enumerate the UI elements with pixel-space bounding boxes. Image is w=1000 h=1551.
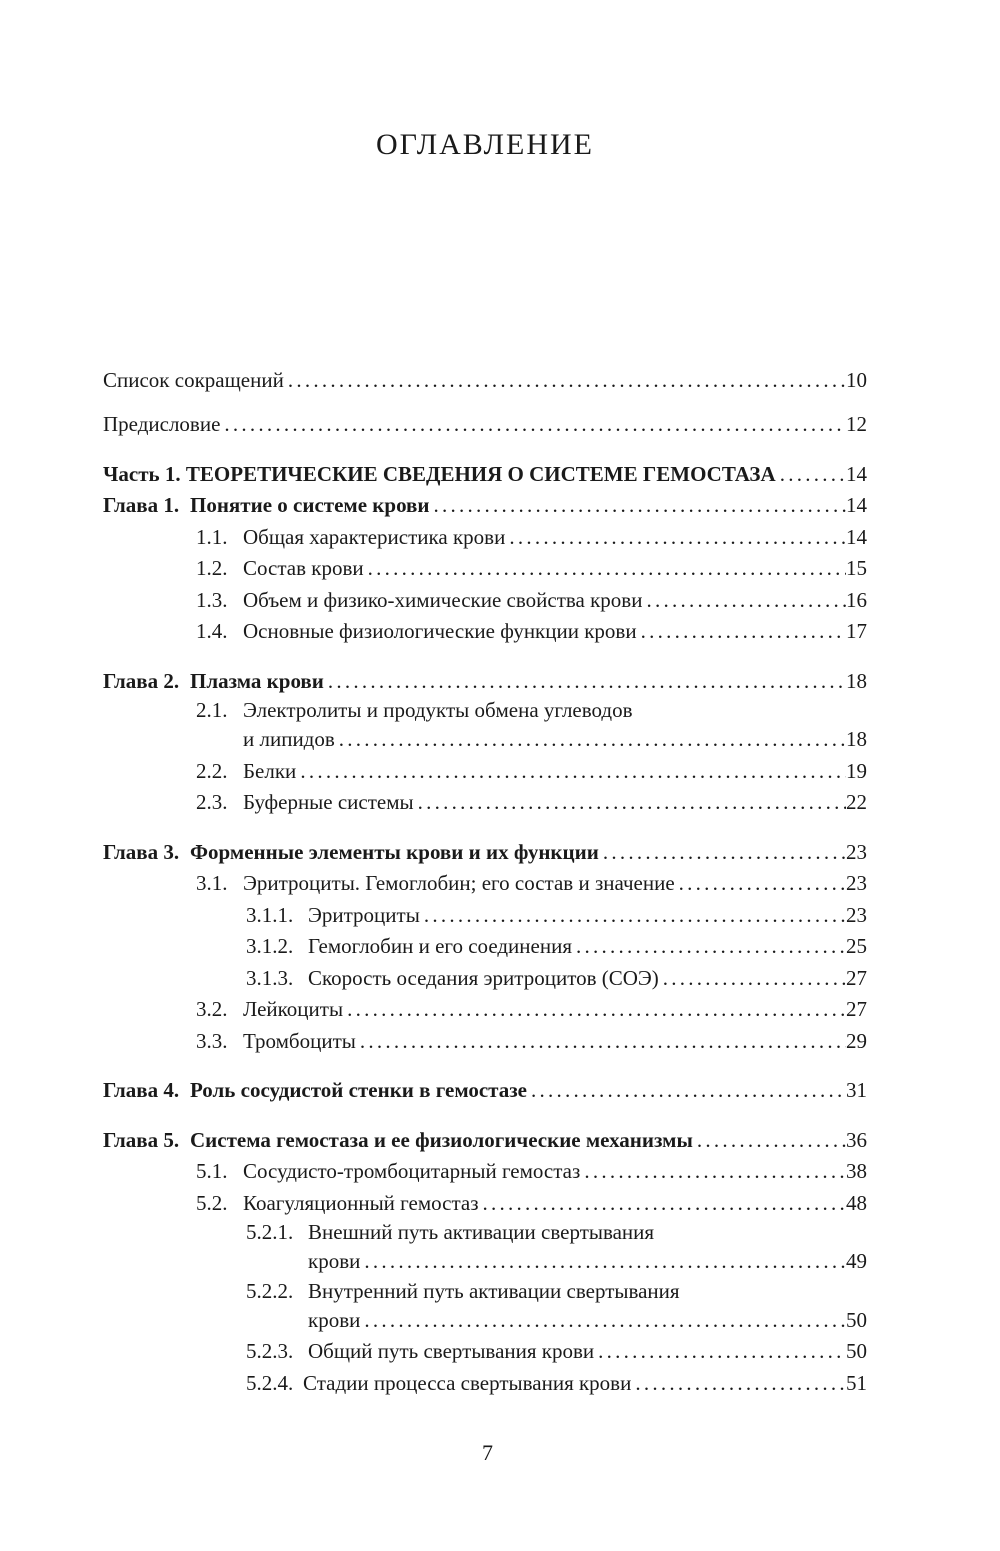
toc-entry-chapter-5[interactable] (103, 1125, 867, 1157)
toc-label: Предисловие (103, 412, 221, 436)
toc-label: Список сокращений (103, 368, 284, 392)
toc-number: Глава 5. (103, 1127, 180, 1152)
toc-entry-5-2-3[interactable] (103, 1336, 867, 1368)
dot-leader (776, 459, 846, 491)
dot-leader (335, 724, 846, 756)
toc-label: Стадии процесса свертывания крови (303, 1370, 632, 1395)
toc-page: 12 (846, 412, 867, 436)
toc-page: 38 (846, 1159, 867, 1183)
toc-label: Буферные системы (243, 790, 414, 814)
dot-leader (675, 868, 846, 900)
toc-label: Объем и физико-химические свойства крови (243, 587, 643, 612)
toc-entry-1-1[interactable] (103, 522, 867, 554)
toc-entry-3-1-3[interactable] (103, 963, 867, 995)
toc-page: 14 (846, 524, 867, 549)
toc-label: Система гемостаза и ее физиологические механизмы (190, 1127, 693, 1152)
dot-leader (356, 1026, 846, 1058)
toc-page: 23 (846, 871, 867, 895)
toc-entry-abbreviations[interactable] (103, 365, 867, 397)
toc-label: Понятие о системе крови (190, 493, 430, 517)
toc-number: 5.2.4. (246, 1370, 294, 1395)
toc-entry-chapter-3[interactable] (103, 837, 867, 869)
dot-leader (343, 994, 846, 1026)
toc-number: Глава 3. (103, 839, 180, 864)
toc-number: 3.1.3. (246, 965, 294, 990)
toc-page: 36 (846, 1127, 867, 1152)
toc-page: 23 (846, 839, 867, 864)
table-of-contents (103, 365, 867, 1399)
toc-page: 31 (846, 1078, 867, 1102)
toc-number: 1.4. (196, 619, 228, 643)
toc-number: Глава 2. (103, 668, 180, 693)
toc-entry-chapter-1[interactable] (103, 490, 867, 522)
dot-leader (414, 787, 846, 819)
toc-page: 10 (846, 368, 867, 392)
toc-page: 51 (846, 1370, 867, 1395)
toc-label: Роль сосудистой стенки в гемостазе (190, 1078, 527, 1102)
toc-entry-3-2[interactable] (103, 994, 867, 1026)
toc-label: Эритроциты (308, 902, 420, 927)
toc-page: 50 (846, 1339, 867, 1363)
toc-number: 1.1. (196, 524, 228, 549)
toc-number: 5.2.2. (246, 1278, 294, 1303)
toc-entry-5-1[interactable] (103, 1156, 867, 1188)
dot-leader (659, 963, 846, 995)
toc-number: 5.1. (196, 1159, 228, 1183)
toc-page: 49 (846, 1249, 867, 1273)
toc-entry-5-2[interactable] (103, 1188, 867, 1220)
dot-leader (429, 490, 846, 522)
dot-leader (599, 837, 846, 869)
toc-entry-part-1[interactable] (103, 459, 867, 491)
toc-page: 23 (846, 902, 867, 927)
dot-leader (364, 553, 846, 585)
toc-number: 5.2.1. (246, 1220, 294, 1244)
toc-label: Состав крови (243, 556, 364, 580)
toc-entry-2-1-line1[interactable] (103, 697, 867, 724)
toc-entry-1-4[interactable] (103, 616, 867, 648)
dot-leader (505, 522, 846, 554)
toc-entry-chapter-2[interactable] (103, 666, 867, 698)
toc-entry-5-2-2-line1[interactable] (103, 1278, 867, 1305)
toc-page: 16 (846, 587, 867, 612)
toc-page: 48 (846, 1190, 867, 1215)
toc-label: Форменные элементы крови и их функции (190, 839, 599, 864)
toc-label: Белки (243, 758, 297, 783)
toc-label: Тромбоциты (243, 1028, 356, 1053)
toc-page: 25 (846, 934, 867, 958)
toc-label: Скорость оседания эритроцитов (СОЭ) (308, 965, 659, 990)
toc-number: Глава 1. (103, 493, 180, 517)
toc-number: 3.2. (196, 997, 228, 1021)
toc-entry-5-2-2-line2[interactable] (103, 1305, 867, 1337)
toc-page: 14 (846, 493, 867, 517)
dot-leader (360, 1246, 846, 1278)
toc-page: 50 (846, 1307, 867, 1332)
toc-number: Глава 4. (103, 1078, 180, 1102)
toc-page: 29 (846, 1028, 867, 1053)
toc-page: 19 (846, 758, 867, 783)
toc-number: 5.2.3. (246, 1339, 294, 1363)
toc-label: Эритроциты. Гемоглобин; его состав и значение (243, 871, 675, 895)
page-number: 7 (482, 1440, 493, 1465)
toc-entry-2-2[interactable] (103, 756, 867, 788)
toc-page: 27 (846, 965, 867, 990)
toc-label: Сосудисто-тромбоцитарный гемостаз (243, 1159, 581, 1183)
toc-number: 2.1. (196, 698, 228, 722)
toc-entry-5-2-1-line1[interactable] (103, 1219, 867, 1246)
toc-label: Общий путь свертывания крови (308, 1339, 595, 1363)
toc-label: Коагуляционный гемостаз (243, 1190, 479, 1215)
toc-label: Общая характеристика крови (243, 524, 506, 549)
toc-entry-preface[interactable] (103, 409, 867, 441)
toc-entry-2-1-line2[interactable] (103, 724, 867, 756)
toc-number: 3.1. (196, 871, 228, 895)
page-title: ОГЛАВЛЕНИЕ (376, 128, 594, 161)
dot-leader (693, 1125, 846, 1157)
toc-entry-3-3[interactable] (103, 1026, 867, 1058)
toc-label: Внешний путь активации свертывания (308, 1220, 655, 1244)
toc-entry-3-1[interactable] (103, 868, 867, 900)
toc-page: 14 (846, 461, 867, 486)
toc-entry-1-3[interactable] (103, 585, 867, 617)
toc-entry-3-1-1[interactable] (103, 900, 867, 932)
dot-leader (324, 666, 846, 698)
toc-label: и липидов (243, 727, 335, 751)
toc-number: 1.3. (196, 587, 228, 612)
toc-entry-1-2[interactable] (103, 553, 867, 585)
toc-label: крови (308, 1249, 361, 1273)
toc-number: 3.1.2. (246, 934, 294, 958)
toc-page: 22 (846, 790, 867, 814)
dot-leader (360, 1305, 846, 1337)
toc-number: 2.3. (196, 790, 228, 814)
toc-page: 17 (846, 619, 867, 643)
toc-page: 27 (846, 997, 867, 1021)
toc-entry-chapter-4[interactable] (103, 1075, 867, 1107)
toc-label: Гемоглобин и его соединения (308, 934, 572, 958)
dot-leader (572, 931, 846, 963)
dot-leader (631, 1368, 846, 1400)
dot-leader (637, 616, 846, 648)
toc-entry-5-2-1-line2[interactable] (103, 1246, 867, 1278)
dot-leader (420, 900, 846, 932)
dot-leader (527, 1075, 846, 1107)
toc-entry-2-3[interactable] (103, 787, 867, 819)
toc-number: 3.3. (196, 1028, 228, 1053)
toc-label: Внутренний путь активации свертывания (308, 1278, 680, 1303)
dot-leader (594, 1336, 846, 1368)
toc-page: 15 (846, 556, 867, 580)
toc-number: 1.2. (196, 556, 228, 580)
toc-label: Плазма крови (190, 668, 324, 693)
toc-number: 3.1.1. (246, 902, 294, 927)
toc-label: Часть 1. ТЕОРЕТИЧЕСКИЕ СВЕДЕНИЯ О СИСТЕМЕ ГЕМОСТАЗА (103, 461, 776, 486)
toc-entry-5-2-4[interactable] (103, 1368, 867, 1400)
toc-page: 18 (846, 668, 867, 693)
toc-label: крови (308, 1307, 361, 1332)
toc-label: Лейкоциты (243, 997, 344, 1021)
dot-leader (642, 585, 846, 617)
toc-number: 2.2. (196, 758, 228, 783)
toc-label: Электролиты и продукты обмена углеводов (243, 698, 633, 722)
toc-entry-3-1-2[interactable] (103, 931, 867, 963)
toc-page: 18 (846, 727, 867, 751)
toc-label: Основные физиологические функции крови (243, 619, 637, 643)
dot-leader (479, 1188, 846, 1220)
dot-leader (220, 409, 846, 441)
dot-leader (580, 1156, 846, 1188)
dot-leader (284, 365, 846, 397)
dot-leader (296, 756, 846, 788)
toc-number: 5.2. (196, 1190, 228, 1215)
